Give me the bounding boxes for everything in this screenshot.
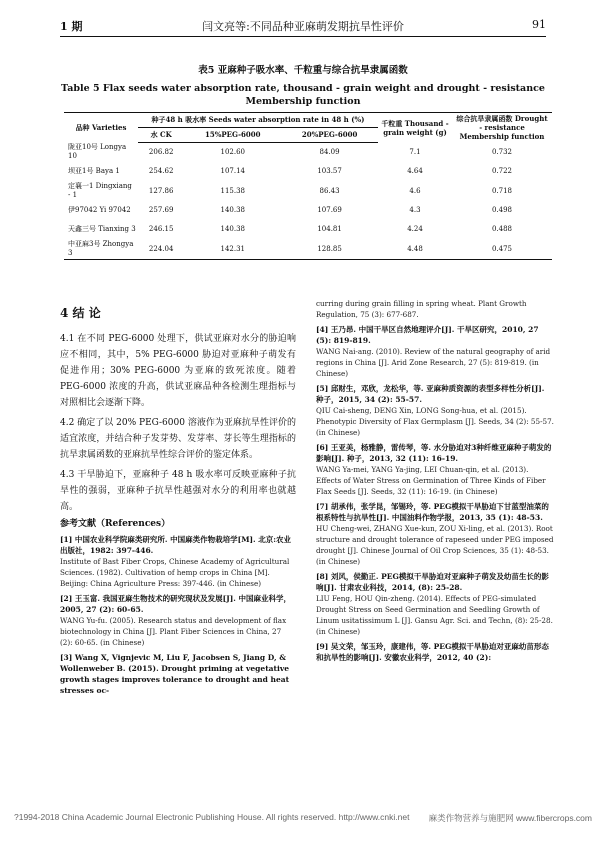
cell-ck: 257.69 — [148, 206, 174, 214]
cell-variety: 陇亚10号 Longya 10 — [68, 143, 127, 160]
reference-zh: [2] 王玉富. 我国亚麻生物技术的研究现状及发展[J]. 中国麻业科学，2005, 27 (2): 60-65. — [60, 594, 292, 614]
reference-item — [316, 641, 554, 663]
reference-zh: [7] 胡承伟，张学昆，邹锡玲，等. PEG模拟干旱胁迫下甘蓝型油菜的根系特性与抗旱性[J]. 中国油料作物学报，2013, 35 (1): 48-53. — [316, 502, 549, 522]
reference-en: HU Cheng-wei, ZHANG Xue-kun, ZOU Xi-ling, et al. (2013). Root structure and drought tolerance of rapeseed under PEG imposed drought [J]. Chinese Journal of Oil Crop Sciences, 35 (1): 48-53. (in Chinese) — [316, 524, 554, 566]
cell-ck: 246.15 — [148, 225, 174, 233]
header-tgw: 千粒重 Thousand - grain weight (g) — [378, 113, 452, 143]
cell-tgw: 4.6 — [409, 186, 421, 195]
cell-peg20: 86.43 — [319, 186, 340, 195]
running-header — [60, 18, 546, 34]
table-row — [64, 181, 552, 201]
cell-drf: 0.718 — [491, 186, 513, 195]
reference-zh: [5] 邱财生，邓欣，龙松华，等. 亚麻种质资源的表型多样性分析[J]. 种子，2015, 34 (2): 55-57. — [316, 384, 545, 404]
table-row — [64, 162, 552, 181]
cell-peg20: 107.69 — [317, 206, 342, 214]
cell-variety: 定襄一1 Dingxiang - 1 — [68, 182, 132, 199]
cell-peg20: 104.81 — [317, 225, 342, 233]
reference-zh: [8] 刘风，侯勤正. PEG模拟干旱胁迫对亚麻种子萌发及幼苗生长的影响[J]. 甘肃农业科技，2014, (8): 25-28. — [316, 572, 549, 592]
reference-en: Institute of Bast Fiber Crops, Chinese Academy of Agricultural Sciences. (1982). Cultivation of hemp crops in China [M]. Beijing: China Agriculture Press: 397-446. (in Chinese) — [60, 557, 290, 588]
reference-item — [60, 593, 296, 648]
table-row — [64, 239, 552, 260]
conclusion-paragraph: 4.1 在不同 PEG-6000 处理下，供试亚麻对水分的胁迫响应不相同，其中，5% PEG-6000 胁迫对亚麻种子萌发有促进作用；30% PEG-6000 为亚麻的致死浓度。随着 PEG-6000 浓度的升高，供试亚麻品种各检测生理指标与对照相比会逐渐下降。 — [60, 334, 296, 408]
section-heading: 4 结 论 — [60, 306, 101, 320]
reference-item — [60, 652, 296, 696]
page-number: 91 — [532, 18, 546, 31]
journal-title: 闫文亮等:不同品种亚麻萌发期抗旱性评价 — [202, 20, 404, 33]
header-drf: 综合抗旱隶属函数 Drought - resistance Membership function — [452, 113, 552, 143]
table-row — [64, 142, 552, 162]
reference-item — [316, 383, 554, 438]
cell-tgw: 7.1 — [409, 147, 421, 156]
reference-en: curring during grain filling in spring wheat. Plant Growth Regulation, 75 (3): 677-687. — [316, 299, 527, 319]
table-caption-en: Table 5 Flax seeds water absorption rate, thousand - grain weight and drought - resistance Membership function — [61, 83, 545, 107]
header-ck: 水 CK — [138, 127, 184, 142]
cell-peg20: 128.85 — [281, 239, 378, 260]
data-table — [64, 112, 552, 260]
cell-ck: 254.62 — [148, 167, 174, 175]
cell-peg20: 84.09 — [319, 147, 340, 156]
cell-variety: 天鑫三号 Tianxing 3 — [68, 225, 136, 233]
reference-zh: [1] 中国农业科学院麻类研究所. 中国麻类作物栽培学[M]. 北京:农业出版社，1982: 397-446. — [60, 535, 292, 555]
cell-peg15: 115.38 — [220, 186, 245, 195]
cell-variety: 坝亚1号 Baya 1 — [68, 167, 120, 175]
cell-tgw: 4.48 — [378, 239, 452, 260]
cell-drf: 0.475 — [452, 239, 552, 260]
reference-zh: [3] Wang X, Vignjevic M, Liu F, Jacobsen S, Jiang D, & Wollenweber B. (2015). Drought priming at vegetative growth stages improves tolerance to drought and heat stresses oc- — [60, 653, 290, 695]
cell-drf: 0.732 — [491, 147, 513, 156]
copyright-notice: ?1994-2018 China Academic Journal Electronic Publishing House. All rights reserved. http://www.cnki.net — [14, 812, 410, 822]
reference-zh: [4] 王乃昂. 中国干旱区自然地理评介[J]. 干旱区研究，2010, 27 (5): 819-819. — [316, 325, 539, 345]
reference-item — [60, 534, 296, 589]
reference-item — [316, 442, 554, 497]
reference-item — [316, 298, 554, 320]
right-column — [316, 298, 554, 667]
issue-label: 1 期 — [60, 20, 83, 33]
cell-ck: 206.82 — [148, 147, 174, 156]
reference-en: WANG Yu-fu. (2005). Research status and development of flax biotechnology in China [J]. Plant Fiber Sciences in China, 27 (2): 60-65. (in Chinese) — [60, 616, 287, 647]
reference-item — [316, 501, 554, 567]
reference-zh: [6] 王亚美，杨雅静，雷传琴，等. 水分胁迫对3种纤维亚麻种子萌发的影响[J]. 种子，2013, 32 (11): 16-19. — [316, 443, 552, 463]
reference-item — [316, 571, 554, 637]
header-variety: 品种 Varieties — [64, 113, 138, 143]
cell-tgw: 4.64 — [407, 167, 423, 175]
reference-en: QIU Cai-sheng, DENG Xin, LONG Song-hua, et al. (2015). Phenotypic Diversity of Flax Germplasm [J]. Seeds, 34 (2): 55-57. (in Chinese) — [316, 406, 554, 437]
reference-en: WANG Nai-ang. (2010). Review of the natural geography of arid regions in China [J]. Arid Zone Research, 27 (5): 819-819. (in Chinese) — [316, 347, 551, 378]
watermark-text: 麻类作物营养与施肥网 www.fibercrops.com — [428, 813, 592, 823]
cell-drf: 0.488 — [491, 225, 513, 233]
reference-en: WANG Ya-mei, YANG Ya-jing, LEI Chuan-qin, et al. (2013). Effects of Water Stress on Germination of Three Kinds of Fiber Flax Seeds [J]. Seeds, 32 (11): 16-19. (in Chinese) — [316, 465, 546, 496]
reference-item — [316, 324, 554, 379]
cell-ck: 127.86 — [148, 186, 174, 195]
cell-variety: 伊97042 Yi 97042 — [68, 206, 131, 214]
header-peg20: 20%PEG-6000 — [281, 127, 378, 142]
left-column — [60, 298, 296, 700]
conclusion-paragraph: 4.3 干旱胁迫下，亚麻种子 48 h 吸水率可反映亚麻种子抗旱性的强弱，亚麻种子抗旱性越强对水分的利用率也就越高。 — [60, 470, 296, 512]
table-row — [64, 201, 552, 220]
cell-drf: 0.498 — [491, 206, 513, 214]
cell-tgw: 4.3 — [409, 206, 421, 214]
cell-ck: 224.04 — [138, 239, 184, 260]
table-row — [64, 220, 552, 239]
table-caption-zh: 表5 亚麻种子吸水率、千粒重与综合抗旱隶属函数 — [198, 65, 408, 76]
header-rule — [60, 36, 546, 37]
cell-peg15: 107.14 — [220, 167, 245, 175]
cell-variety: 中亚麻3号 Zhongya 3 — [64, 239, 138, 260]
reference-en: LIU Feng, HOU Qin-zheng. (2014). Effects of PEG-simulated Drought Stress on Seed Germination and Seedling Growth of Linum usitatissimum L [J]. Gansu Agr. Sci. and Techn, (8): 25-28. (in Chinese) — [316, 594, 553, 636]
conclusion-paragraph: 4.2 确定了以 20% PEG-6000 溶液作为亚麻抗旱性评价的适宜浓度，并结合种子发芽势、发芽率、芽长等生理指标的抗旱隶属函数的亚麻抗旱性综合评价的鉴定体系。 — [60, 418, 296, 460]
cell-peg15: 140.38 — [220, 225, 245, 233]
cell-peg15: 142.31 — [184, 239, 281, 260]
cell-peg15: 102.60 — [220, 147, 245, 156]
header-absorption: 种子48 h 吸水率 Seeds water absorption rate in 48 h (%) — [138, 113, 378, 128]
references-heading: 参考文献（References） — [60, 519, 171, 529]
reference-zh: [9] 吴文荣，邹玉玲，康建伟，等. PEG模拟干旱胁迫对亚麻幼苗形态和抗旱性的影响[J]. 安徽农业科学，2012, 40 (2): — [316, 642, 549, 662]
cell-peg15: 140.38 — [220, 206, 245, 214]
header-peg15: 15%PEG-6000 — [184, 127, 281, 142]
cell-peg20: 103.57 — [317, 167, 342, 175]
cell-drf: 0.722 — [491, 167, 513, 175]
cell-tgw: 4.24 — [407, 225, 423, 233]
